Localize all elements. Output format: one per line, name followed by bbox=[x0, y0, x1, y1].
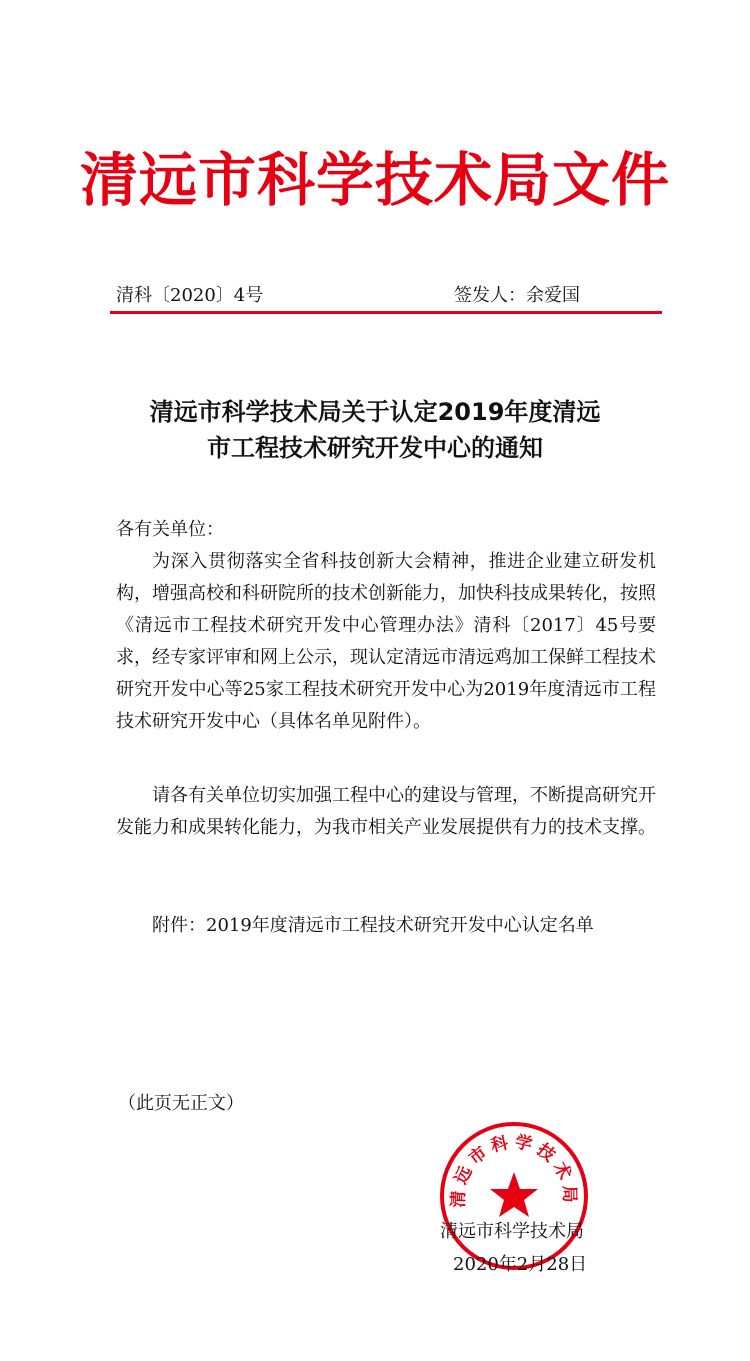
document-title bbox=[95, 394, 655, 466]
seal-graphic bbox=[438, 1120, 590, 1272]
issuer: 签发人：余爱国 bbox=[454, 285, 580, 306]
seal-text: 清远市科学技术局 bbox=[448, 1132, 580, 1208]
red-divider-line bbox=[110, 311, 662, 314]
document-header-title: 清远市科学技术局文件 bbox=[79, 146, 670, 214]
seal-star bbox=[490, 1172, 538, 1217]
salutation: 各有关单位： bbox=[116, 519, 224, 540]
document-title-line-2: 市工程技术研究开发中心的通知 bbox=[207, 434, 543, 462]
signature-date: 2020年2月28日 bbox=[453, 1254, 588, 1275]
document-number: 清科〔2020〕4号 bbox=[116, 285, 264, 306]
body-paragraph-2: 请各有关单位切实加强工程中心的建设与管理，不断提高研究开发能力和成果转化能力，为我市相关产业发展提供有力的技术支撑。 bbox=[116, 785, 656, 838]
document-title-line-1: 清远市科学技术局关于认定2019年度清远 bbox=[149, 398, 601, 426]
no-text-note: （此页无正文） bbox=[118, 1093, 244, 1114]
official-seal-stamp bbox=[438, 1120, 590, 1272]
attachment-note: 附件：2019年度清远市工程技术研究开发中心认定名单 bbox=[152, 915, 594, 936]
signature-organization: 清远市科学技术局 bbox=[440, 1221, 584, 1242]
body-paragraph-1: 为深入贯彻落实全省科技创新大会精神，推进企业建立研发机构，增强高校和科研院所的技术创新能力，加快科技成果转化，按照《清远市工程技术研究开发中心管理办法》清科〔2017〕45号要求，经专家评审和网上公示，现认定清远市清远鸡加工保鲜工程技术研究开发中心等25家工程技术研究开发中心为2019年度清远市工程技术研究开发中心（具体名单见附件）。 bbox=[116, 551, 656, 732]
